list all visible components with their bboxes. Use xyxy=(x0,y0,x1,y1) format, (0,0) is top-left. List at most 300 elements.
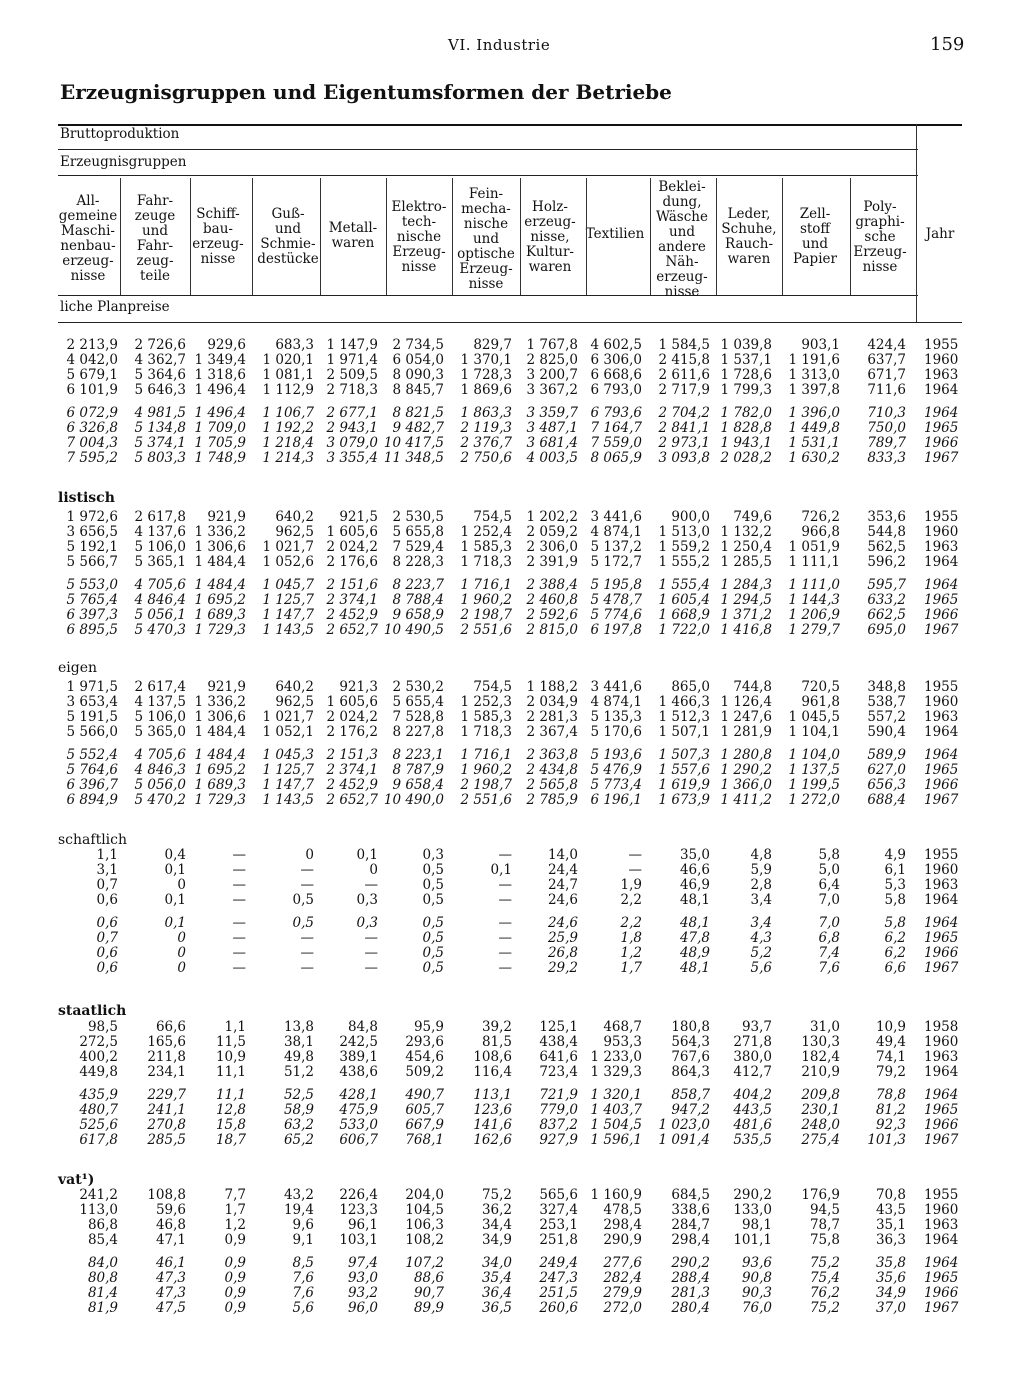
value-cell: 1 716,1 xyxy=(460,577,512,593)
table-row xyxy=(0,1035,1024,1050)
value-cell: 789,7 xyxy=(867,435,906,451)
value-cell: — xyxy=(300,960,314,976)
column-header xyxy=(780,207,850,267)
value-cell: — xyxy=(364,877,378,893)
value-cell: 0,7 xyxy=(96,930,118,946)
value-cell: 63,2 xyxy=(283,1117,314,1133)
column-header xyxy=(451,187,521,292)
value-cell: 5 470,2 xyxy=(134,792,186,808)
value-cell: 39,2 xyxy=(481,1019,512,1035)
column-header-line: nisse xyxy=(664,284,700,300)
value-cell: 1 285,5 xyxy=(720,554,772,570)
value-cell: 108,6 xyxy=(473,1049,512,1065)
table-row xyxy=(0,1256,1024,1271)
value-cell: 5,9 xyxy=(750,862,772,878)
value-cell: — xyxy=(364,930,378,946)
value-cell: 2 460,8 xyxy=(526,592,578,608)
value-cell: 43,2 xyxy=(283,1187,314,1203)
value-cell: 535,5 xyxy=(733,1132,772,1148)
year-cell: 1965 xyxy=(924,1102,959,1118)
value-cell: 1,9 xyxy=(620,877,642,893)
value-cell: 182,4 xyxy=(801,1049,840,1065)
value-cell: 0,3 xyxy=(356,892,378,908)
year-cell: 1965 xyxy=(924,592,959,608)
value-cell: 253,1 xyxy=(539,1217,578,1233)
value-cell: 544,8 xyxy=(867,524,906,540)
year-cell: 1964 xyxy=(924,1255,959,1271)
rule-2 xyxy=(58,149,918,150)
year-cell: 1967 xyxy=(924,1132,959,1148)
column-header-line: teile xyxy=(139,267,171,284)
value-cell: 4 846,3 xyxy=(134,762,186,778)
value-cell: 14,0 xyxy=(547,847,578,863)
value-cell: 481,6 xyxy=(733,1117,772,1133)
value-cell: 2 718,3 xyxy=(326,382,378,398)
value-cell: 2 973,1 xyxy=(658,435,710,451)
value-cell: 0,9 xyxy=(224,1255,246,1271)
value-cell: 1 336,2 xyxy=(194,694,246,710)
table-row xyxy=(0,1218,1024,1233)
value-cell: 7,0 xyxy=(818,892,840,908)
value-cell: 1 513,0 xyxy=(658,524,710,540)
row-group xyxy=(0,1020,1024,1148)
value-cell: 1 596,1 xyxy=(590,1132,642,1148)
value-cell: 723,4 xyxy=(539,1064,578,1080)
year-cell: 1966 xyxy=(924,1285,959,1301)
value-cell: 557,2 xyxy=(867,709,906,725)
value-cell: 6 306,0 xyxy=(590,352,642,368)
value-cell: 1 272,0 xyxy=(788,792,840,808)
top-rule xyxy=(58,124,962,126)
value-cell: 277,6 xyxy=(603,1255,642,1271)
table-row xyxy=(0,1271,1024,1286)
year-cell: 1963 xyxy=(924,539,959,555)
year-cell: 1955 xyxy=(924,679,959,695)
value-cell: 1 971,4 xyxy=(326,352,378,368)
column-header-line: zeuge xyxy=(134,207,176,224)
value-cell: 70,8 xyxy=(875,1187,906,1203)
year-cell: 1967 xyxy=(924,1300,959,1316)
value-cell: 900,0 xyxy=(671,509,710,525)
value-cell: 627,0 xyxy=(867,762,906,778)
column-header-line: und xyxy=(668,224,696,240)
value-cell: 10 490,0 xyxy=(383,792,444,808)
table-row xyxy=(0,510,1024,525)
year-cell: 1966 xyxy=(924,777,959,793)
value-cell: 4,3 xyxy=(750,930,772,946)
value-cell: 36,5 xyxy=(481,1300,512,1316)
value-cell: 0,5 xyxy=(422,862,444,878)
column-divider xyxy=(120,178,121,295)
value-cell: 1 137,5 xyxy=(788,762,840,778)
value-cell: 837,2 xyxy=(539,1117,578,1133)
table-row xyxy=(0,961,1024,976)
value-cell: 35,1 xyxy=(875,1217,906,1233)
column-header xyxy=(120,194,190,284)
table-row xyxy=(0,725,1024,740)
table-row xyxy=(0,623,1024,638)
value-cell: 3,1 xyxy=(96,862,118,878)
year-cell: 1964 xyxy=(924,1232,959,1248)
value-cell: 1,2 xyxy=(224,1217,246,1233)
value-cell: 2 617,4 xyxy=(134,679,186,695)
column-header-line: waren xyxy=(331,234,375,251)
value-cell: 1 370,1 xyxy=(460,352,512,368)
year-cell: 1964 xyxy=(924,382,959,398)
value-cell: 230,1 xyxy=(801,1102,840,1118)
table-row xyxy=(0,1286,1024,1301)
column-divider xyxy=(716,178,717,295)
value-cell: — xyxy=(232,892,246,908)
value-cell: 10,9 xyxy=(875,1019,906,1035)
value-cell: 123,3 xyxy=(339,1202,378,1218)
value-cell: 7 559,0 xyxy=(590,435,642,451)
value-cell: 1 214,3 xyxy=(262,450,314,466)
value-cell: 43,5 xyxy=(875,1202,906,1218)
column-divider xyxy=(586,178,587,295)
value-cell: 2 306,0 xyxy=(526,539,578,555)
value-cell: 141,6 xyxy=(473,1117,512,1133)
value-cell: 1 143,5 xyxy=(262,622,314,638)
year-cell: 1955 xyxy=(924,337,959,353)
value-cell: — xyxy=(300,862,314,878)
value-cell: 1 782,0 xyxy=(720,405,772,421)
value-cell: 0 xyxy=(369,862,378,878)
column-header-line: Jahr xyxy=(925,226,955,243)
value-cell: 2 943,1 xyxy=(326,420,378,436)
value-cell: 0,1 xyxy=(164,892,186,908)
value-cell: 26,8 xyxy=(547,945,578,961)
value-cell: 133,0 xyxy=(733,1202,772,1218)
value-cell: 74,1 xyxy=(875,1049,906,1065)
column-header-line: zeug- xyxy=(136,252,174,269)
rule-4 xyxy=(58,295,918,296)
value-cell: — xyxy=(232,862,246,878)
column-header xyxy=(253,207,323,267)
column-header-line: Elektro- xyxy=(391,199,447,216)
value-cell: 260,6 xyxy=(539,1300,578,1316)
value-cell: 0,9 xyxy=(224,1232,246,1248)
column-header-line: dung, xyxy=(662,194,702,210)
value-cell: 9 482,7 xyxy=(392,420,444,436)
table-row xyxy=(0,878,1024,893)
value-cell: 0,1 xyxy=(356,847,378,863)
value-cell: 1 045,7 xyxy=(262,577,314,593)
table-row xyxy=(0,578,1024,593)
value-cell: — xyxy=(300,945,314,961)
value-cell: 348,8 xyxy=(867,679,906,695)
value-cell: 34,4 xyxy=(481,1217,512,1233)
value-cell: 1 126,4 xyxy=(720,694,772,710)
value-cell: 46,8 xyxy=(155,1217,186,1233)
value-cell: 5 552,4 xyxy=(66,747,118,763)
value-cell: 0,1 xyxy=(490,862,512,878)
value-cell: 1 284,3 xyxy=(720,577,772,593)
value-cell: 1 695,2 xyxy=(194,762,246,778)
value-cell: 2 530,5 xyxy=(392,509,444,525)
value-cell: 1 585,3 xyxy=(460,709,512,725)
value-cell: 4,8 xyxy=(750,847,772,863)
value-cell: 454,6 xyxy=(405,1049,444,1065)
value-cell: 282,4 xyxy=(603,1270,642,1286)
value-cell: 6 793,0 xyxy=(590,382,642,398)
value-cell: 96,1 xyxy=(347,1217,378,1233)
column-header-line: und xyxy=(801,236,829,252)
column-header-line: optische xyxy=(457,245,515,262)
block-label: schaftlich xyxy=(58,832,128,848)
value-cell: 2 452,9 xyxy=(326,777,378,793)
value-cell: 1 507,3 xyxy=(658,747,710,763)
table-row xyxy=(0,1050,1024,1065)
value-cell: 90,3 xyxy=(741,1285,772,1301)
value-cell: — xyxy=(364,960,378,976)
section-title: VI. Industrie xyxy=(448,36,551,54)
value-cell: 1 125,7 xyxy=(262,762,314,778)
table-row xyxy=(0,540,1024,555)
value-cell: 2 198,7 xyxy=(460,777,512,793)
value-cell: 5 056,1 xyxy=(134,607,186,623)
value-cell: 1 943,1 xyxy=(720,435,772,451)
value-cell: 710,3 xyxy=(867,405,906,421)
value-cell: 4,9 xyxy=(884,847,906,863)
column-header xyxy=(318,221,388,251)
value-cell: 6,2 xyxy=(884,930,906,946)
table-row xyxy=(0,1301,1024,1316)
value-cell: 1 729,3 xyxy=(194,622,246,638)
table-row xyxy=(0,353,1024,368)
value-cell: 75,2 xyxy=(481,1187,512,1203)
value-cell: 1 132,2 xyxy=(720,524,772,540)
value-cell: — xyxy=(498,892,512,908)
value-cell: 1 294,5 xyxy=(720,592,772,608)
value-cell: 7,0 xyxy=(818,915,840,931)
value-cell: 0,9 xyxy=(224,1300,246,1316)
value-cell: 81,9 xyxy=(87,1300,118,1316)
column-header-line: erzeug- xyxy=(62,252,114,269)
value-cell: 8 845,7 xyxy=(392,382,444,398)
table-row xyxy=(0,1020,1024,1035)
value-cell: 6 054,0 xyxy=(392,352,444,368)
table-row xyxy=(0,338,1024,353)
page-number: 159 xyxy=(930,34,965,55)
value-cell: 12,8 xyxy=(215,1102,246,1118)
rule-5 xyxy=(58,322,962,323)
value-cell: 36,2 xyxy=(481,1202,512,1218)
column-header-line: Schmie- xyxy=(260,236,316,252)
column-header-line: Schuhe, xyxy=(721,221,777,237)
value-cell: 3 355,4 xyxy=(326,450,378,466)
table-row xyxy=(0,710,1024,725)
value-cell: 1 828,8 xyxy=(720,420,772,436)
column-divider xyxy=(650,178,651,295)
year-cell: 1963 xyxy=(924,367,959,383)
value-cell: 75,8 xyxy=(809,1232,840,1248)
column-header-line: erzeug- xyxy=(192,236,244,252)
value-cell: 248,0 xyxy=(801,1117,840,1133)
value-cell: 0,3 xyxy=(422,847,444,863)
column-divider xyxy=(386,178,387,295)
value-cell: 7 164,7 xyxy=(590,420,642,436)
row-spacer xyxy=(0,1248,1024,1256)
value-cell: 209,8 xyxy=(801,1087,840,1103)
value-cell: 1 972,6 xyxy=(66,509,118,525)
column-header-line: Fein- xyxy=(468,185,504,202)
value-cell: 1 728,3 xyxy=(460,367,512,383)
value-cell: 590,4 xyxy=(867,724,906,740)
value-cell: 78,8 xyxy=(875,1087,906,1103)
value-cell: 1 160,9 xyxy=(590,1187,642,1203)
value-cell: 0 xyxy=(177,930,186,946)
value-cell: 5 566,7 xyxy=(66,554,118,570)
value-cell: 5 476,9 xyxy=(590,762,642,778)
value-cell: 1 584,5 xyxy=(658,337,710,353)
value-cell: 1 020,1 xyxy=(262,352,314,368)
value-cell: 6 396,7 xyxy=(66,777,118,793)
value-cell: 1 605,6 xyxy=(326,524,378,540)
value-cell: 5 655,8 xyxy=(392,524,444,540)
value-cell: 1 252,4 xyxy=(460,524,512,540)
year-cell: 1960 xyxy=(924,352,959,368)
value-cell: 1 045,3 xyxy=(262,747,314,763)
value-cell: 4 003,5 xyxy=(526,450,578,466)
value-cell: — xyxy=(300,877,314,893)
value-cell: 1 555,2 xyxy=(658,554,710,570)
value-cell: 961,8 xyxy=(801,694,840,710)
value-cell: 1 349,4 xyxy=(194,352,246,368)
value-cell: 1 202,2 xyxy=(526,509,578,525)
value-cell: 1 104,0 xyxy=(788,747,840,763)
value-cell: 96,0 xyxy=(347,1300,378,1316)
table-row xyxy=(0,793,1024,808)
value-cell: 35,6 xyxy=(875,1270,906,1286)
column-header-line: Metall- xyxy=(328,219,378,236)
value-cell: 1 555,4 xyxy=(658,577,710,593)
value-cell: 8 227,8 xyxy=(392,724,444,740)
column-header-line: stoff xyxy=(799,221,831,237)
value-cell: 8 228,3 xyxy=(392,554,444,570)
value-cell: 8 223,7 xyxy=(392,577,444,593)
column-header xyxy=(515,200,585,275)
value-cell: 1 051,9 xyxy=(788,539,840,555)
value-cell: 1 091,4 xyxy=(658,1132,710,1148)
value-cell: 1 313,0 xyxy=(788,367,840,383)
value-cell: 2 750,6 xyxy=(460,450,512,466)
value-cell: 617,8 xyxy=(79,1132,118,1148)
value-cell: 6,1 xyxy=(884,862,906,878)
value-cell: 76,2 xyxy=(809,1285,840,1301)
column-header-line: nisse xyxy=(401,259,437,276)
value-cell: 38,1 xyxy=(283,1034,314,1050)
value-cell: 2 363,8 xyxy=(526,747,578,763)
column-divider xyxy=(782,178,783,295)
value-cell: 4 874,1 xyxy=(590,694,642,710)
value-cell: 5 106,0 xyxy=(134,709,186,725)
value-cell: 2 509,5 xyxy=(326,367,378,383)
value-cell: 683,3 xyxy=(275,337,314,353)
row-group xyxy=(0,338,1024,466)
value-cell: 2 530,2 xyxy=(392,679,444,695)
value-cell: 7,6 xyxy=(292,1285,314,1301)
value-cell: 1 112,9 xyxy=(262,382,314,398)
value-cell: 5,2 xyxy=(750,945,772,961)
value-cell: 1,1 xyxy=(96,847,118,863)
year-cell: 1960 xyxy=(924,862,959,878)
row-group xyxy=(0,680,1024,808)
table-row xyxy=(0,525,1024,540)
value-cell: 2 281,3 xyxy=(526,709,578,725)
year-cell: 1964 xyxy=(924,554,959,570)
table-row xyxy=(0,451,1024,466)
table-row xyxy=(0,608,1024,623)
value-cell: 0 xyxy=(177,945,186,961)
value-cell: 3 200,7 xyxy=(526,367,578,383)
value-cell: 1 290,2 xyxy=(720,762,772,778)
value-cell: 1 143,5 xyxy=(262,792,314,808)
value-cell: 656,3 xyxy=(867,777,906,793)
table-row xyxy=(0,383,1024,398)
value-cell: — xyxy=(364,945,378,961)
value-cell: 1 512,3 xyxy=(658,709,710,725)
year-cell: 1963 xyxy=(924,1049,959,1065)
value-cell: 767,6 xyxy=(671,1049,710,1065)
value-cell: 2 415,8 xyxy=(658,352,710,368)
value-cell: 667,9 xyxy=(405,1117,444,1133)
year-cell: 1967 xyxy=(924,960,959,976)
table-row xyxy=(0,555,1024,570)
value-cell: 9 658,4 xyxy=(392,777,444,793)
value-cell: 2 815,0 xyxy=(526,622,578,638)
value-cell: 275,4 xyxy=(801,1132,840,1148)
value-cell: 108,8 xyxy=(147,1187,186,1203)
label-erzeugnisgruppen: Erzeugnisgruppen xyxy=(60,154,187,170)
value-cell: 11,5 xyxy=(215,1034,246,1050)
column-header-line: nische xyxy=(463,215,509,232)
value-cell: 2 119,3 xyxy=(460,420,512,436)
value-cell: 49,8 xyxy=(283,1049,314,1065)
column-header-line: und xyxy=(472,230,500,247)
value-cell: 1 191,6 xyxy=(788,352,840,368)
value-cell: 3 681,4 xyxy=(526,435,578,451)
column-header-line: Fahr- xyxy=(136,237,174,254)
value-cell: 46,1 xyxy=(155,1255,186,1271)
value-cell: 0,5 xyxy=(422,960,444,976)
value-cell: 5 191,5 xyxy=(66,709,118,725)
year-cell: 1960 xyxy=(924,524,959,540)
value-cell: 2 151,3 xyxy=(326,747,378,763)
value-cell: 66,6 xyxy=(155,1019,186,1035)
value-cell: 5 803,3 xyxy=(134,450,186,466)
block-label: vat¹) xyxy=(58,1172,95,1188)
column-divider xyxy=(190,178,191,295)
value-cell: 1 052,1 xyxy=(262,724,314,740)
value-cell: 5 135,3 xyxy=(590,709,642,725)
value-cell: 1 366,0 xyxy=(720,777,772,793)
value-cell: 443,5 xyxy=(733,1102,772,1118)
table-row xyxy=(0,893,1024,908)
value-cell: 438,4 xyxy=(539,1034,578,1050)
value-cell: 5 764,6 xyxy=(66,762,118,778)
column-header-line: Beklei- xyxy=(658,179,706,195)
column-header xyxy=(647,180,717,300)
value-cell: 412,7 xyxy=(733,1064,772,1080)
value-cell: 6,4 xyxy=(818,877,840,893)
value-cell: 8 787,9 xyxy=(392,762,444,778)
value-cell: 18,7 xyxy=(215,1132,246,1148)
value-cell: 204,0 xyxy=(405,1187,444,1203)
value-cell: 288,4 xyxy=(671,1270,710,1286)
value-cell: 5 364,6 xyxy=(134,367,186,383)
value-cell: 1 496,4 xyxy=(194,405,246,421)
